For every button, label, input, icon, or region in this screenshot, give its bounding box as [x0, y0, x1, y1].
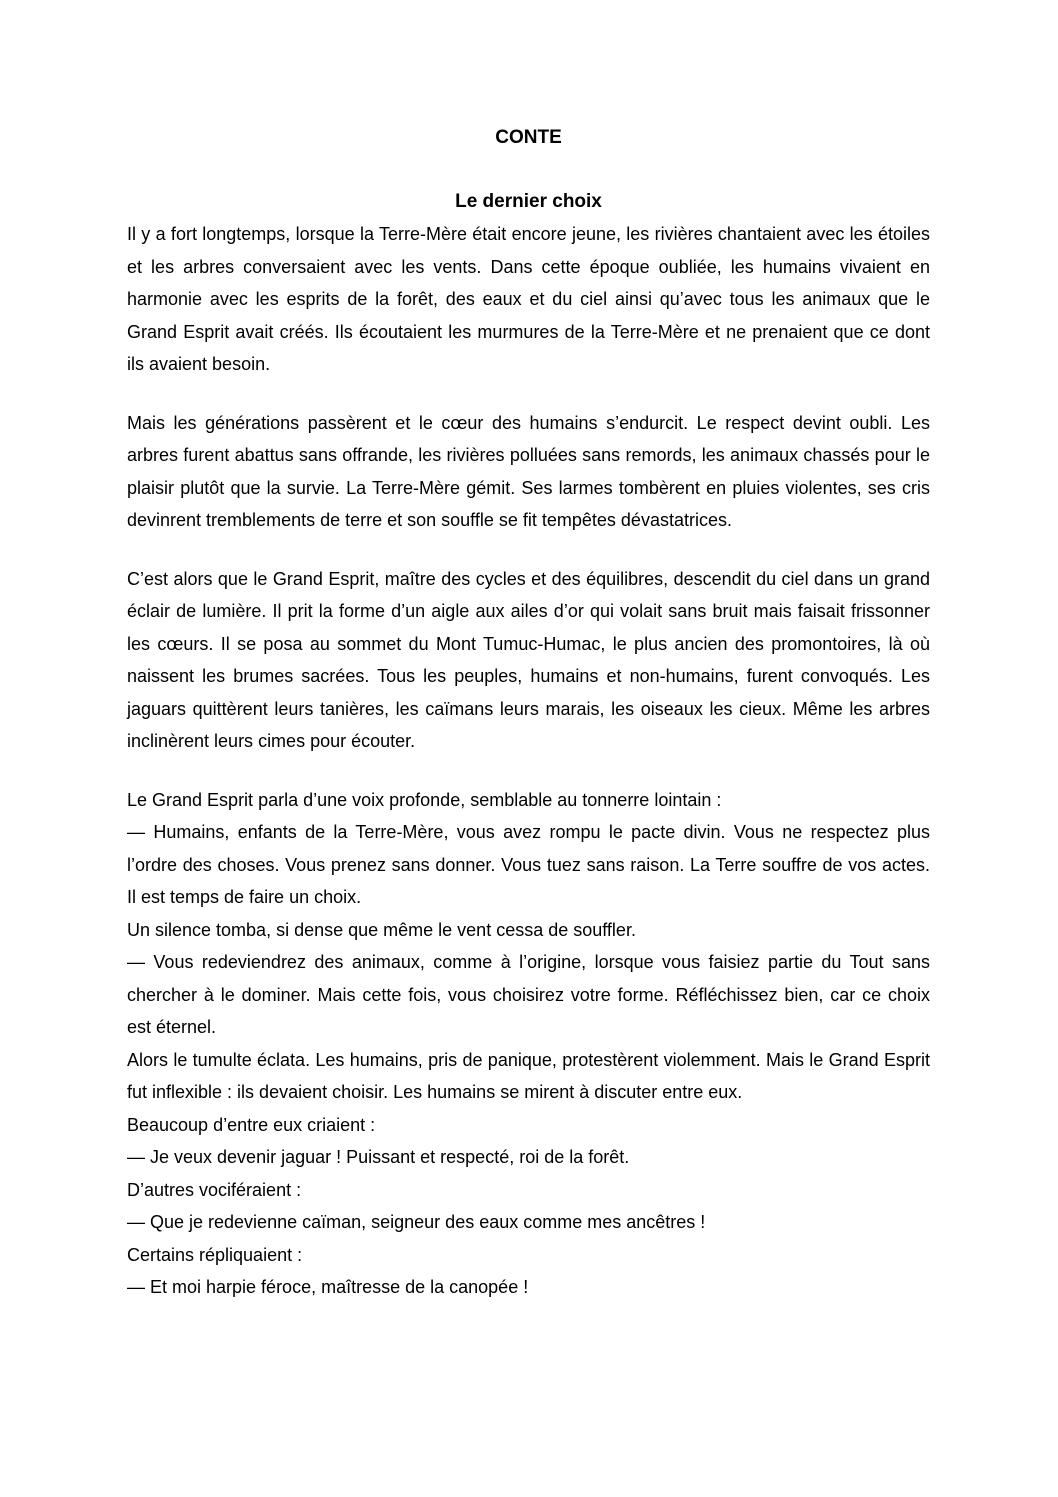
dialogue-line: D’autres vociféraient : — [127, 1179, 302, 1200]
story-title: Le dernier choix — [455, 191, 602, 212]
story-paragraph: C’est alors que le Grand Esprit, maître des cycles et des équilibres, descendit du ciel dans un grand éclair de lumière. Il prit la forme d’un aigle aux ailes d’or qui volait sans bruit mais faisait frissonner les cœurs. Il se posa au sommet du Mont Tumuc-Humac, le plus ancien des promontoires, là où naissent les brumes sacrées. Tous les peuples, humains et non-humains, furent convoqués. Les jaguars quittèrent leurs tanières, les caïmans leurs marais, les oiseaux les cieux. Même les arbres inclinèrent leurs cimes pour écouter. — [127, 568, 930, 751]
story-paragraph: Il y a fort longtemps, lorsque la Terre-Mère était encore jeune, les rivières chantaient avec les étoiles et les arbres conversaient avec les vents. Dans cette époque oubliée, les humains vivaient en harmonie avec les esprits de la forêt, des eaux et du ciel ainsi qu’avec tous les animaux que le Grand Esprit avait créés. Ils écoutaient les murmures de la Terre-Mère et ne prenaient que ce dont ils avaient besoin. — [127, 224, 930, 374]
story-paragraph: Mais les générations passèrent et le cœur des humains s’endurcit. Le respect devint oubli. Les arbres furent abattus sans offrande, les rivières polluées sans remords, les animaux chassés pour le plaisir plutôt que la survie. La Terre-Mère gémit. Ses larmes tombèrent en pluies violentes, ses cris devinrent tremblements de terre et son souffle se fit tempêtes dévastatrices. — [127, 412, 930, 530]
dialogue-block — [127, 784, 930, 1304]
dialogue-line: — Et moi harpie féroce, maîtresse de la canopée ! — [127, 1277, 529, 1297]
dialogue-line: Alors le tumulte éclata. Les humains, pris de panique, protestèrent violemment. Mais le Grand Esprit fut inflexible : ils devaient choisir. Les humains se mirent à discuter entre eux. — [127, 1049, 930, 1102]
document-title: CONTE — [495, 127, 562, 148]
dialogue-line: — Que je redevienne caïman, seigneur des eaux comme mes ancêtres ! — [127, 1212, 706, 1232]
dialogue-line: — Vous redeviendrez des animaux, comme à l’origine, lorsque vous faisiez partie du Tout sans chercher à le dominer. Mais cette fois, vous choisirez votre forme. Réfléchissez bien, car ce choix est éternel. — [127, 952, 930, 1037]
dialogue-line: Beaucoup d’entre eux criaient : — [127, 1114, 376, 1135]
dialogue-line: Le Grand Esprit parla d’une voix profonde, semblable au tonnerre lointain : — [127, 789, 722, 810]
dialogue-line: Certains répliquaient : — [127, 1244, 303, 1265]
dialogue-line: — Humains, enfants de la Terre-Mère, vous avez rompu le pacte divin. Vous ne respectez plus l’ordre des choses. Vous prenez sans donner. Vous tuez sans raison. La Terre souffre de vos actes. Il est temps de faire un choix. — [127, 822, 930, 907]
dialogue-line: Un silence tomba, si dense que même le vent cessa de souffler. — [127, 919, 636, 940]
story-body — [127, 218, 930, 1304]
dialogue-line: — Je veux devenir jaguar ! Puissant et respecté, roi de la forêt. — [127, 1147, 630, 1167]
